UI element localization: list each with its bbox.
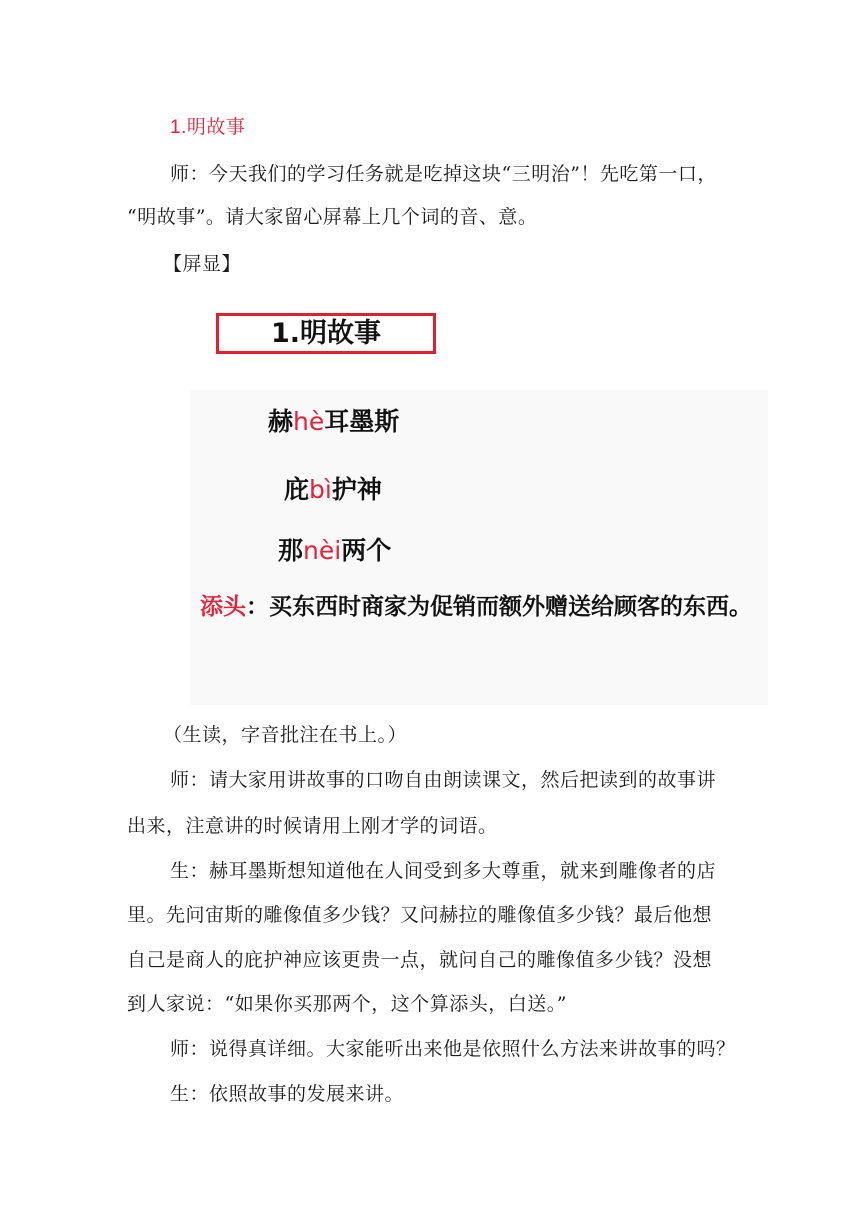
vocab-word-2 <box>284 470 382 506</box>
student-answer: 生：依照故事的发展来讲。 <box>170 1083 405 1105</box>
section-number: 1. <box>170 117 187 138</box>
vocab-word-1-post: 耳墨斯 <box>324 407 400 436</box>
vocab-word-3-pre: 那 <box>278 536 304 565</box>
teacher-intro-line1: 师：今天我们的学习任务就是吃掉这块“三明治”！先吃第一口， <box>170 163 717 185</box>
slide-image <box>190 300 770 705</box>
teacher2-line1: 师：请大家用讲故事的口吻自由朗读课文，然后把读到的故事讲 <box>170 769 717 791</box>
section-title: 明故事 <box>186 116 246 138</box>
vocab-word-1-pre: 赫 <box>268 407 294 436</box>
teacher3: 师：说得真详细。大家能听出来他是依照什么方法来讲故事的吗？ <box>170 1038 736 1060</box>
vocab-word-2-post: 护神 <box>331 475 382 504</box>
screen-label: 【屏显】 <box>163 253 242 275</box>
vocab-word-1-pinyin: hè <box>293 407 325 436</box>
vocab-word-3-post: 两个 <box>341 536 392 565</box>
student-story-line4: 到人家说：“如果你买那两个，这个算添头，白送。” <box>127 993 567 1015</box>
vocab-word-3 <box>278 531 391 567</box>
vocab-word-2-pinyin: bì <box>309 475 332 504</box>
student-read-note: （生读，字音批注在书上。） <box>163 724 408 746</box>
student-story-line2: 里。先问宙斯的雕像值多少钱？又问赫拉的雕像值多少钱？最后他想 <box>127 904 713 926</box>
vocab-word-1 <box>268 402 399 438</box>
vocab-definition <box>200 588 760 626</box>
teacher-intro-line2: “明故事”。请大家留心屏幕上几个词的音、意。 <box>127 206 538 228</box>
vocab-word-3-pinyin: nèi <box>303 536 342 565</box>
section-heading <box>170 114 245 141</box>
definition-term: 添头 <box>200 594 246 620</box>
student-story-line3: 自己是商人的庇护神应该更贵一点，就问自己的雕像值多少钱？没想 <box>127 949 713 971</box>
vocab-word-2-pre: 庇 <box>284 475 310 504</box>
student-story-line1: 生：赫耳墨斯想知道他在人间受到多大尊重，就来到雕像者的店 <box>170 860 717 882</box>
slide-title: 1.明故事 <box>216 313 436 354</box>
teacher2-line2: 出来，注意讲的时候请用上刚才学的词语。 <box>127 815 498 837</box>
definition-text: ：买东西时商家为促销而额外赠送给顾客的东西。 <box>246 594 752 620</box>
